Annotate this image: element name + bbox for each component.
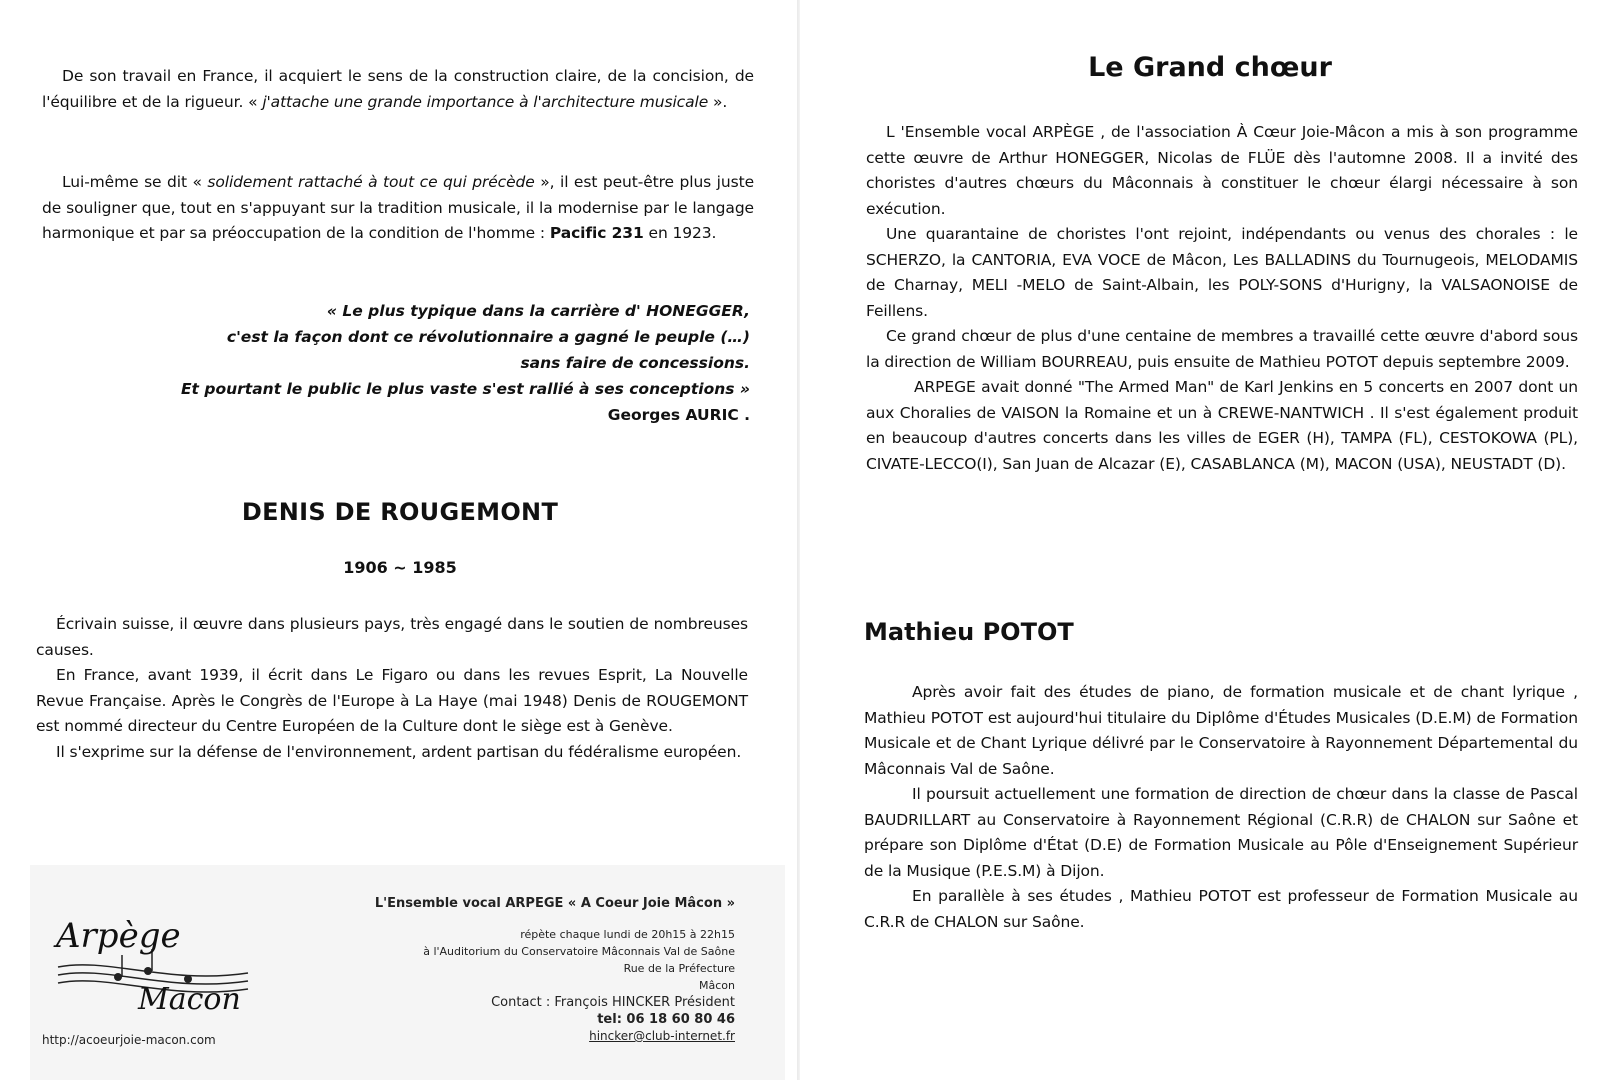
quote-line: Et pourtant le public le plus vaste s'est rallié à ses conceptions »	[180, 380, 750, 398]
left-page	[0, 0, 800, 1080]
grand-choeur-body	[866, 120, 1578, 477]
city: Mâcon	[699, 979, 735, 992]
potot-paragraph: Après avoir fait des études de piano, de formation musicale et de chant lyrique , Mathieu POTOT est aujourd'hui titulaire du Diplôme d'Études Musicales (D.E.M) de Formation Musicale et de Chant Lyrique délivré par le Conservatoire à Rayonnement Départemental du Mâconnais Val de Saône.	[864, 683, 1578, 778]
contact-name: Contact : François HINCKER Président	[491, 995, 735, 1010]
denis-years: 1906 ~ 1985	[343, 558, 457, 577]
potot-paragraph: En parallèle à ses études , Mathieu POTOT est professeur de Formation Musicale au C.R.R de CHALON sur Saône.	[864, 887, 1578, 931]
footer-box	[30, 865, 785, 1080]
contact-phone: tel: 06 18 60 80 46	[597, 1012, 735, 1027]
contact-info	[265, 895, 735, 1045]
svg-text:Macon: Macon	[138, 982, 241, 1015]
grand-choeur-paragraph: L 'Ensemble vocal ARPÈGE , de l'association À Cœur Joie-Mâcon a mis à son programme cette œuvre de Arthur HONEGGER, Nicolas de FLÜE dès l'automne 2008. Il a invité des choristes d'autres chœurs du Mâconnais à constituer le chœur élargi nécessaire à son exécution.	[866, 123, 1578, 218]
grand-choeur-paragraph: Ce grand chœur de plus d'une centaine de membres a travaillé cette œuvre d'abord sous la direction de William BOURREAU, puis ensuite de Mathieu POTOT depuis septembre 2009.	[866, 327, 1578, 371]
ensemble-name: L'Ensemble vocal ARPEGE « A Coeur Joie Mâcon »	[374, 896, 735, 911]
honegger-paragraph-1: De son travail en France, il acquiert le sens de la construction claire, de la concision, de l'équilibre et de la rigueur. « j'attache une grande importance à l'architecture musicale ».	[42, 67, 754, 111]
denis-paragraph: En France, avant 1939, il écrit dans Le Figaro ou dans les revues Esprit, La Nouvelle Revue Française. Après le Congrès de l'Europe à La Haye (mai 1948) Denis de ROUGEMONT est nommé directeur du Centre Européen de la Culture dont le siège est à Genève.	[36, 666, 748, 735]
contact-email-link[interactable]: hincker@club-internet.fr	[589, 1029, 735, 1043]
rehearsal-place: à l'Auditorium du Conservatoire Mâconnais Val de Saône	[423, 945, 735, 958]
rehearsal-time: répète chaque lundi de 20h15 à 22h15	[520, 928, 735, 941]
potot-paragraph: Il poursuit actuellement une formation de direction de chœur dans la classe de Pascal BAUDRILLART au Conservatoire à Rayonnement Régional (C.R.R) de CHALON sur Saône et prépare son Diplôme d'État (D.E) de Formation Musicale au Pôle d'Enseignement Supérieur de la Musique (P.E.S.M) à Dijon.	[864, 785, 1578, 880]
denis-heading: DENIS DE ROUGEMONT	[241, 498, 559, 526]
grand-choeur-paragraph: ARPEGE avait donné "The Armed Man" de Karl Jenkins en 5 concerts en 2007 dont un aux Choralies de VAISON la Romaine et un à CREWE-NANTWICH . Il s'est également produit en beaucoup d'autres concerts dans les villes de EGER (H), TAMPA (FL), CESTOKOWA (PL), CIVATE-LECCO(I), San Juan de Alcazar (E), CASABLANCA (M), MACON (USA), NEUSTADT (D).	[866, 378, 1578, 473]
honegger-paragraph-2: Lui-même se dit « solidement rattaché à tout ce qui précède », il est peut-être plus juste de souligner que, tout en s'appuyant sur la tradition musicale, il la modernise par le langage harmonique et par sa préoccupation de la condition de l'homme : Pacific 231 en 1923.	[42, 173, 755, 242]
potot-heading: Mathieu POTOT	[864, 618, 1074, 646]
street: Rue de la Préfecture	[623, 962, 735, 975]
quote-line: sans faire de concessions.	[520, 354, 750, 372]
website-link[interactable]: http://acoeurjoie-macon.com	[42, 1033, 216, 1047]
quote-line: « Le plus typique dans la carrière d' HONEGGER,	[326, 302, 750, 320]
quote-line: c'est la façon dont ce révolutionnaire a gagné le peuple (…)	[226, 328, 750, 346]
grand-choeur-paragraph: Une quarantaine de choristes l'ont rejoint, indépendants ou venus des chorales : le SCHERZO, la CANTORIA, EVA VOCE de Mâcon, Les BALLADINS du Tournugeois, MELODAMIS de Charnay, MELI -MELO de Saint-Albain, les POLY-SONS d'Hurigny, la VALSAONOISE de Feillens.	[866, 225, 1578, 320]
auric-quote	[60, 298, 750, 428]
grand-choeur-heading: Le Grand chœur	[1088, 52, 1332, 83]
denis-paragraph: Écrivain suisse, il œuvre dans plusieurs pays, très engagé dans le soutien de nombreuses causes.	[36, 615, 748, 659]
denis-paragraph: Il s'exprime sur la défense de l'environnement, ardent partisan du fédéralisme européen.	[56, 742, 742, 761]
right-page	[800, 0, 1620, 1080]
arpege-macon-logo	[48, 905, 278, 1015]
potot-body	[864, 680, 1578, 935]
quote-author: Georges AURIC .	[607, 406, 750, 424]
svg-text:Arpège: Arpège	[56, 916, 181, 956]
denis-body	[36, 612, 748, 765]
